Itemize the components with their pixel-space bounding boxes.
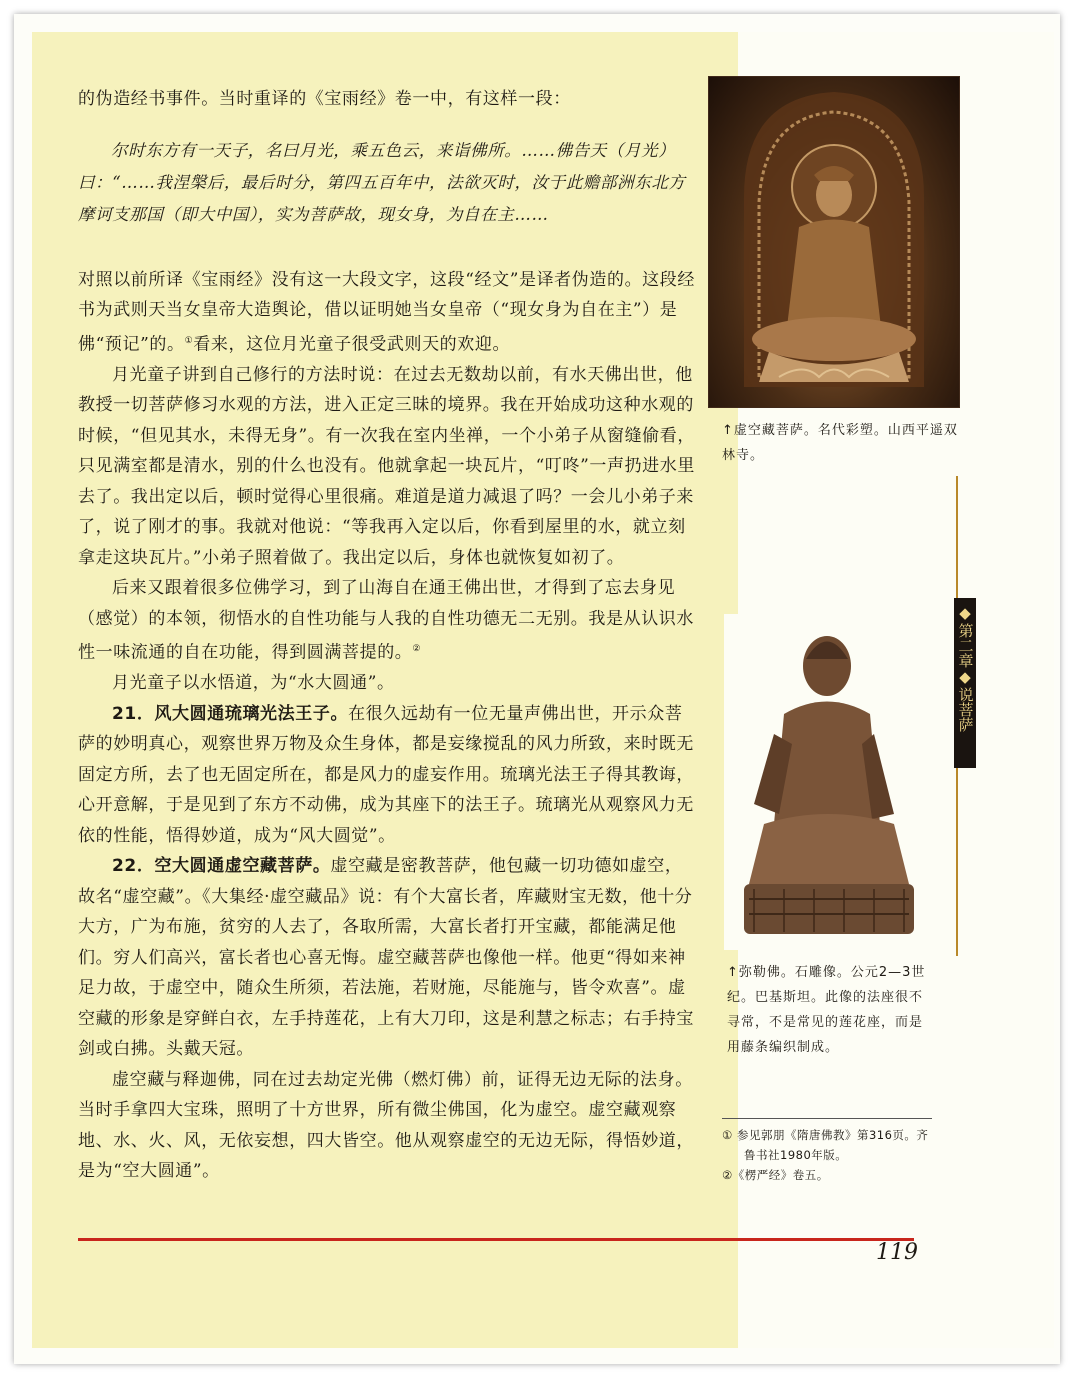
paragraph-7-text: 虚空藏是密教菩萨，他包藏一切功德如虚空，故名“虚空藏”。《大集经·虚空藏品》说：有个大富长者，库藏财宝无数，他十分大方，广为布施，贫穷的人去了，各取所需，大富长者打开宝藏，都能满足他们。穷人们高兴，富长者也心喜无悔。虚空藏菩萨也像他一样。他更“得如来神足力故，于虚空中，随众生所须，若法施，若财施，尽能施与，皆令欢喜”。虚空藏的形象是穿鲜白衣，左手持莲花，上有大刀印，这是利慧之标志；右手持宝剑或白拂。头戴天冠。 <box>78 856 694 1060</box>
chapter-label: 第二章 <box>956 623 975 668</box>
main-text <box>78 84 698 1187</box>
footnote-ref-2: ② <box>412 644 422 655</box>
paragraph-8: 虚空藏与释迦佛，同在过去劫定光佛（燃灯佛）前，证得无边无际的法身。当时手拿四大宝珠，照明了十方世界，所有微尘佛国，化为虚空。虚空藏观察地、水、火、风，无依妄想，四大皆空。他从观察虚空的无边无际，得悟妙道，是为“空大圆通”。 <box>78 1069 694 1182</box>
footnote-1: ① 参见郭朋《隋唐佛教》第316页。齐鲁书社1980年版。 <box>722 1128 929 1162</box>
paragraph-1: 的伪造经书事件。当时重译的《宝雨经》卷一中，有这样一段： <box>78 89 571 109</box>
maitreya-statue-photo <box>724 614 930 950</box>
stone-statue-illustration <box>724 614 930 950</box>
paragraph-6-text: 在很久远劫有一位无量声佛出世，开示众菩萨的妙明真心，观察世界万物及众生身体，都是妄缘搅乱的风力所致，来时既无固定方所，去了也无固定所在，都是风力的虚妄作用。琉璃光法王子得其教诲，心开意解，于是见到了东方不动佛，成为其座下的法王子。琉璃光从观察风力无依的性能，悟得妙道，成为“风大圆觉”。 <box>78 703 694 846</box>
photo-1-caption: ↑虚空藏菩萨。名代彩塑。山西平遥双林寺。 <box>722 423 958 463</box>
chapter-tab <box>954 598 976 768</box>
paragraph-2 <box>78 265 698 360</box>
diamond-icon-2: ◆ <box>959 668 971 686</box>
section-heading-22: 22．空大圆通虚空藏菩萨。 <box>112 856 331 877</box>
section-heading-21: 21．风大圆通琉璃光法王子。 <box>112 703 349 724</box>
bodhisattva-statue-photo <box>708 76 960 408</box>
chapter-rule-bottom <box>956 768 958 956</box>
paragraph-7 <box>78 851 698 1065</box>
paragraph-2-text-cont: 看来，这位月光童子很受武则天的欢迎。 <box>193 334 511 355</box>
footnotes <box>722 1118 932 1185</box>
paragraph-4 <box>78 573 698 668</box>
scripture-quote: 尔时东方有一天子，名曰月光，乘五色云，来诣佛所。……佛告天（月光）曰：“……我涅槃后，最后时分，第四五百年中，法欲灭时，汝于此赡部洲东北方摩诃支那国（即大中国），实为菩萨故，现女身，为自在主…… <box>78 140 686 224</box>
photo-2-caption: ↑弥勒佛。石雕像。公元2—3世纪。巴基斯坦。此像的法座很不寻常，不是常见的莲花座，而是用藤条编织制成。 <box>727 965 926 1055</box>
paragraph-2-text: 对照以前所译《宝雨经》没有这一大段文字，这段“经文”是译者伪造的。这段经书为武则天当女皇帝大造舆论，借以证明她当女皇帝（“现女身为自在主”）是佛“预记”的。 <box>78 269 695 355</box>
bottom-rule <box>78 1238 914 1241</box>
paragraph-3: 月光童子讲到自己修行的方法时说：在过去无数劫以前，有水天佛出世，他教授一切菩萨修习水观的方法，进入正定三昧的境界。我在开始成功这种水观的时候，“但见其水，未得无身”。有一次我在室内坐禅，一个小弟子从窗缝偷看，只见满室都是清水，别的什么也没有。他就拿起一块瓦片，“叮咚”一声扔进水里去了。我出定以后，顿时觉得心里很痛。难道是道力减退了吗？一会儿小弟子来了，说了刚才的事。我就对他说：“等我再入定以后，你看到屋里的水，就立刻拿走这块瓦片。”小弟子照着做了。我出定以后，身体也就恢复如初了。 <box>78 364 695 568</box>
paragraph-5: 月光童子以水悟道，为“水大圆通”。 <box>112 673 395 694</box>
page-number: 119 <box>876 1240 918 1265</box>
paragraph-6 <box>78 699 698 852</box>
chapter-topic: 说菩萨 <box>956 687 975 732</box>
statue-illustration <box>709 77 959 407</box>
diamond-icon: ◆ <box>959 604 971 622</box>
footnote-ref-1: ① <box>184 335 194 346</box>
chapter-rule-top <box>956 476 958 600</box>
paragraph-4-text: 后来又跟着很多位佛学习，到了山海自在通王佛出世，才得到了忘去身见（感觉）的本领，彻悟水的自性功能与人我的自性功德无二无别。我是从认识水性一味流通的自在功能，得到圆满菩提的。 <box>78 578 694 663</box>
footnote-2: ②《楞严经》卷五。 <box>722 1168 829 1182</box>
